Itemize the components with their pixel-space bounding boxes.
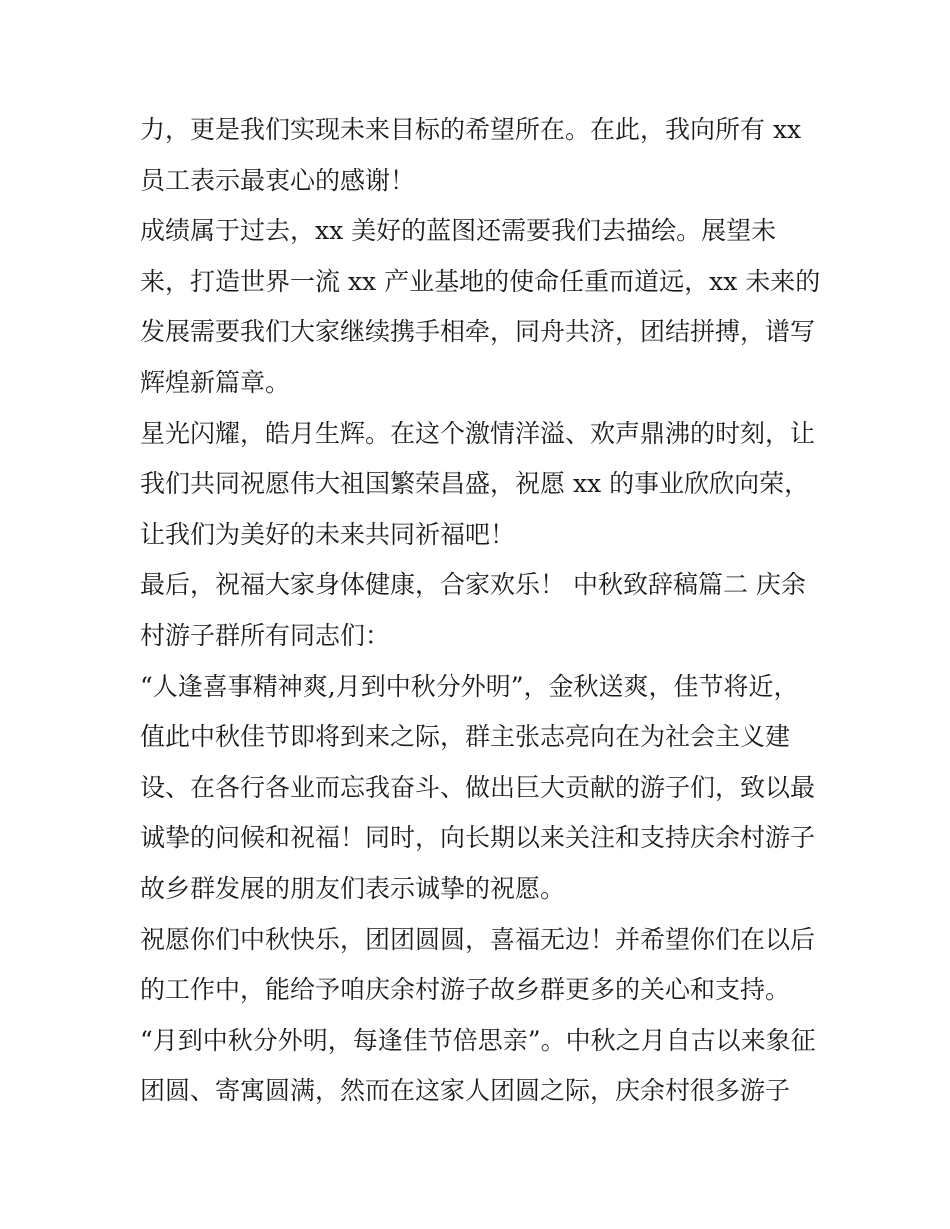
text-line: 成绩属于过去，xx 美好的蓝图还需要我们去描绘。展望未 (140, 216, 777, 245)
text-line: 我们共同祝愿伟大祖国繁荣昌盛，祝愿 xx 的事业欣欣向荣， (140, 469, 810, 498)
text-line: 值此中秋佳节即将到来之际，群主张志亮向在为社会主义建 (140, 722, 791, 751)
text-line: 力，更是我们实现未来目标的希望所在。在此，我向所有 xx (140, 115, 802, 144)
text-line: 村游子群所有同志们： (140, 621, 391, 650)
text-line: 星光闪耀，皓月生辉。在这个激情洋溢、欢声鼎沸的时刻，让 (140, 419, 816, 448)
text-line: 诚挚的问候和祝福！同时，向长期以来关注和支持庆余村游子 (140, 823, 816, 852)
text-line: 让我们为美好的未来共同祈福吧！ (140, 520, 516, 549)
text-line: 故乡群发展的朋友们表示诚挚的祝愿。 (140, 874, 566, 903)
text-line: 发展需要我们大家继续携手相牵，同舟共济，团结拼搏，谱写 (140, 317, 816, 346)
text-line: 最后，祝福大家身体健康，合家欢乐！ 中秋致辞稿篇二 庆余 (140, 570, 806, 599)
text-line: 设、在各行各业而忘我奋斗、做出巨大贡献的游子们，致以最 (140, 773, 816, 802)
text-line: 团圆、寄寓圆满，然而在这家人团圆之际，庆余村很多游子 (140, 1076, 791, 1105)
text-line: “月到中秋分外明，每逢佳节倍思亲”。中秋之月自古以来象征 (140, 1026, 816, 1055)
text-line: 祝愿你们中秋快乐，团团圆圆，喜福无边！并希望你们在以后 (140, 925, 816, 954)
text-line: 辉煌新篇章。 (140, 368, 291, 397)
text-line: 的工作中，能给予咱庆余村游子故乡群更多的关心和支持。 (140, 975, 791, 1004)
text-line: “人逢喜事精神爽,月到中秋分外明”，金秋送爽，佳节将近， (140, 672, 799, 701)
text-line: 来，打造世界一流 xx 产业基地的使命任重而道远，xx 未来的 (140, 267, 821, 296)
text-line: 员工表示最衷心的感谢！ (140, 166, 416, 195)
